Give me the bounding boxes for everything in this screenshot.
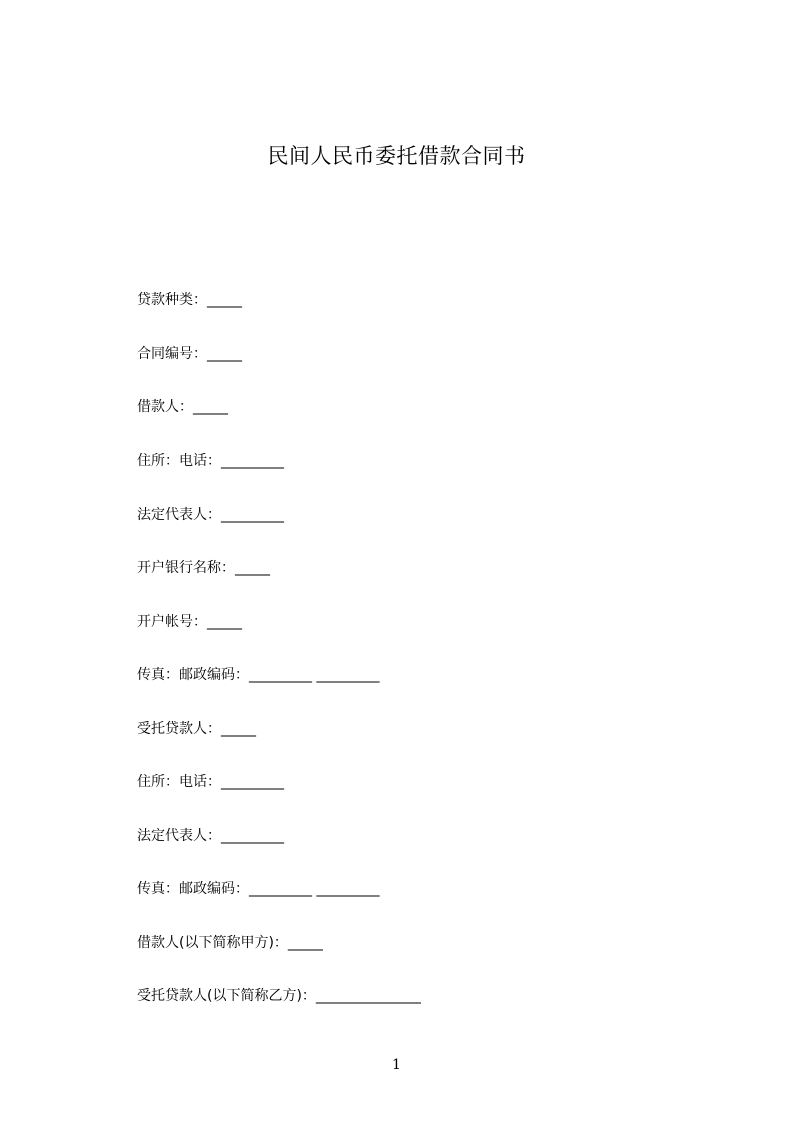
field-borrower: 借款人：_____ — [137, 399, 228, 415]
field-party-b: 受托贷款人(以下简称乙方)：_______________ — [137, 988, 421, 1004]
field-lender-legal-representative: 法定代表人：_________ — [137, 828, 284, 844]
field-trustee-lender: 受托贷款人：_____ — [137, 721, 256, 737]
field-party-a: 借款人(以下简称甲方)：_____ — [137, 935, 323, 951]
field-borrower-fax-postcode: 传真：邮政编码：_________ _________ — [137, 667, 380, 683]
field-loan-type: 贷款种类：_____ — [137, 292, 242, 308]
document-title: 民间人民币委托借款合同书 — [267, 144, 526, 168]
field-lender-fax-postcode: 传真：邮政编码：_________ _________ — [137, 881, 380, 897]
page-number: 1 — [392, 1057, 401, 1073]
field-borrower-legal-representative: 法定代表人：_________ — [137, 507, 284, 523]
field-bank-account: 开户帐号：_____ — [137, 614, 242, 630]
field-borrower-address-phone: 住所：电话：_________ — [137, 453, 284, 469]
field-contract-number: 合同编号：_____ — [137, 346, 242, 362]
field-bank-name: 开户银行名称：_____ — [137, 560, 270, 576]
field-lender-address-phone: 住所：电话：_________ — [137, 774, 284, 790]
